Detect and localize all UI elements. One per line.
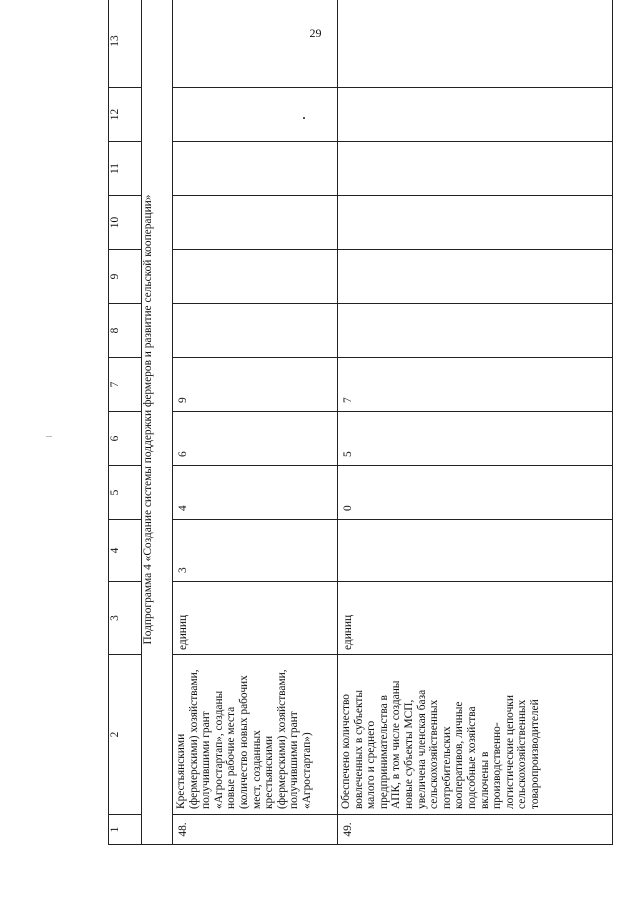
description-line: крестьянскими bbox=[263, 735, 276, 809]
row-value-col11 bbox=[338, 142, 613, 196]
indicators-table bbox=[108, 0, 613, 845]
table-row bbox=[173, 0, 338, 845]
row-unit: единиц bbox=[338, 582, 613, 655]
description-line: новые субъекты МСП, bbox=[402, 699, 415, 809]
description-line: «Агростартап») bbox=[300, 732, 313, 809]
page-number: 29 bbox=[309, 26, 322, 40]
rotated-table-container bbox=[108, 35, 613, 845]
row-value-col13 bbox=[173, 0, 338, 88]
description-line: Обеспечено количество bbox=[340, 694, 352, 809]
description-line: вовлеченных в субъекты bbox=[352, 690, 365, 809]
description-line: АПК, в том числе созданы bbox=[390, 680, 403, 809]
column-number: 11 bbox=[109, 142, 142, 196]
column-number: 13 bbox=[109, 0, 142, 88]
row-value-col12 bbox=[173, 88, 338, 142]
description-line: увеличена членская база bbox=[415, 689, 428, 809]
column-number: 9 bbox=[109, 250, 142, 304]
row-unit: единиц bbox=[173, 582, 338, 655]
description-line: потребительских bbox=[440, 726, 453, 809]
row-value-col5: 0 bbox=[338, 466, 613, 520]
description-line: предпринимательства в bbox=[377, 695, 390, 809]
description-line: получившими грант bbox=[200, 711, 213, 809]
column-number: 4 bbox=[109, 520, 142, 582]
column-number: 10 bbox=[109, 196, 142, 250]
row-value-col11 bbox=[173, 142, 338, 196]
subprogram-title: Подпрограмма 4 «Создание системы поддержки фермеров и развитие сельской кооперации» bbox=[142, 0, 173, 845]
description-line: производственно- bbox=[491, 722, 504, 809]
description-line: «Агростартап», созданы bbox=[212, 690, 225, 809]
row-value-col13 bbox=[338, 0, 613, 88]
description-line: (количество новых рабочих bbox=[237, 675, 250, 809]
scan-mark bbox=[46, 436, 52, 437]
row-value-col6: 5 bbox=[338, 412, 613, 466]
row-value-col8 bbox=[338, 304, 613, 358]
row-value-col6: 6 bbox=[173, 412, 338, 466]
column-number-row bbox=[109, 0, 142, 845]
row-value-col10 bbox=[338, 196, 613, 250]
description-line: мест, созданных bbox=[250, 730, 263, 809]
description-line: сельскохозяйственных bbox=[516, 699, 529, 809]
description-line: (фермерскими) хозяйствами, bbox=[187, 669, 200, 809]
description-line: получившими грант bbox=[288, 711, 301, 809]
description-line: сельскохозяйственных bbox=[428, 699, 441, 809]
description-line: (фермерскими) хозяйствами, bbox=[275, 669, 288, 809]
column-number: 12 bbox=[109, 88, 142, 142]
row-number: 48. bbox=[173, 815, 338, 845]
row-value-col5: 4 bbox=[173, 466, 338, 520]
description-line: кооперативов, личные bbox=[453, 701, 466, 809]
column-number: 1 bbox=[109, 815, 142, 845]
column-number: 7 bbox=[109, 358, 142, 412]
row-value-col9 bbox=[173, 250, 338, 304]
subprogram-row bbox=[142, 0, 173, 845]
description-line: товаропроизводителей bbox=[528, 699, 541, 809]
column-number: 2 bbox=[109, 655, 142, 815]
row-number: 49. bbox=[338, 815, 613, 845]
description-line: малого и среднего bbox=[365, 720, 378, 809]
description-line: включены в bbox=[478, 751, 491, 809]
row-description bbox=[173, 655, 338, 815]
row-description bbox=[338, 655, 613, 815]
row-value-col4 bbox=[338, 520, 613, 582]
row-value-col10 bbox=[173, 196, 338, 250]
column-number: 8 bbox=[109, 304, 142, 358]
row-value-col7: 9 bbox=[173, 358, 338, 412]
row-value-col4: 3 bbox=[173, 520, 338, 582]
row-value-col12 bbox=[338, 88, 613, 142]
row-value-col7: 7 bbox=[338, 358, 613, 412]
description-line: новые рабочие места bbox=[225, 706, 238, 809]
column-number: 6 bbox=[109, 412, 142, 466]
row-value-col8 bbox=[173, 304, 338, 358]
description-line: логистические цепочки bbox=[503, 695, 516, 809]
description-line: Крестьянскими bbox=[175, 733, 187, 809]
column-number: 5 bbox=[109, 466, 142, 520]
column-number: 3 bbox=[109, 582, 142, 655]
row-value-col9 bbox=[338, 250, 613, 304]
description-line: подсобные хозяйства bbox=[465, 706, 478, 809]
table-row bbox=[338, 0, 613, 845]
